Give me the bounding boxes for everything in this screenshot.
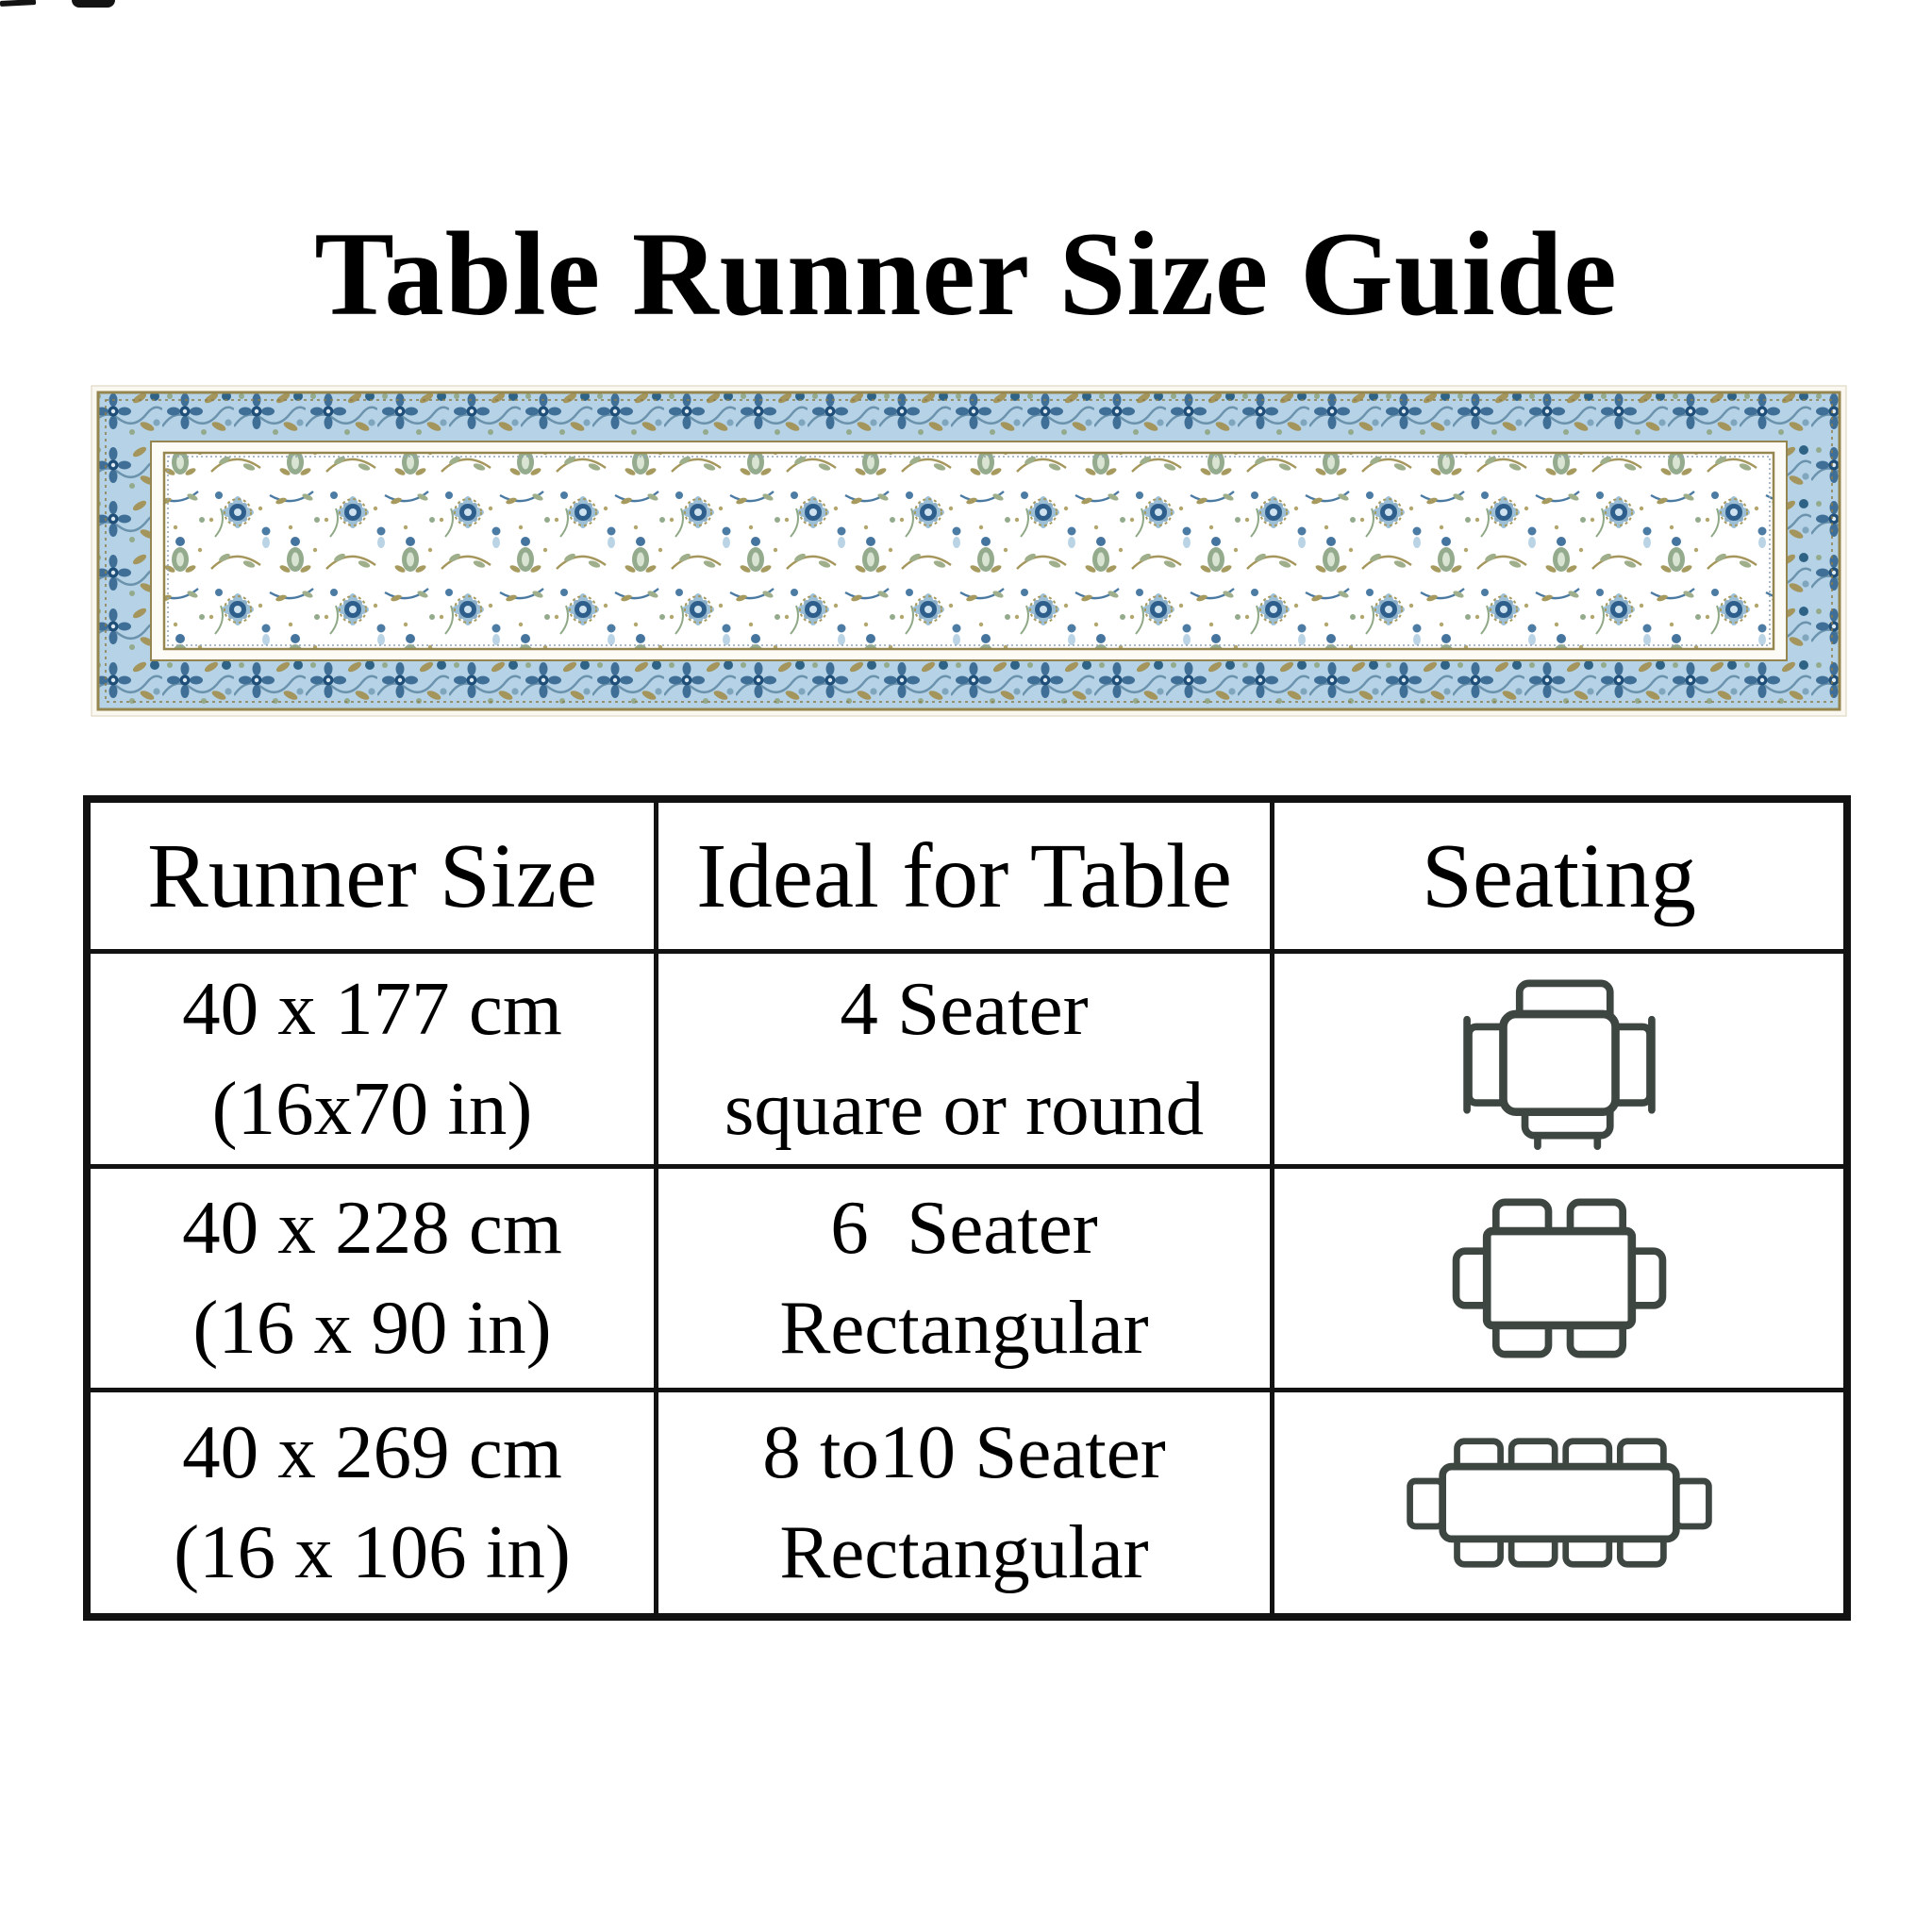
seating-cell xyxy=(1274,954,1843,1169)
header-label: Ideal for Table xyxy=(696,825,1232,926)
column-header-seating xyxy=(1274,803,1843,954)
ideal-for-cell xyxy=(658,1169,1274,1392)
runner-size-cell xyxy=(91,954,658,1169)
ideal-for-value: 6 Seater xyxy=(830,1185,1098,1271)
four-seater-table-icon xyxy=(1448,969,1671,1150)
ideal-for-shape: square or round xyxy=(724,1065,1205,1151)
ideal-for-cell xyxy=(658,1392,1274,1613)
runner-size-cell xyxy=(91,1392,658,1613)
runner-illustration xyxy=(91,385,1847,717)
runner-size-cell xyxy=(91,1169,658,1392)
table-runner-product-image xyxy=(91,385,1847,717)
ten-seater-table-icon xyxy=(1401,1430,1718,1575)
size-value-inches: (16x70 in) xyxy=(211,1065,533,1151)
size-value: 40 x 269 cm xyxy=(182,1409,562,1495)
runner-centre-field xyxy=(164,453,1774,649)
ideal-for-shape: Rectangular xyxy=(779,1285,1149,1370)
size-value-inches: (16 x 90 in) xyxy=(192,1285,552,1370)
header-label: Seating xyxy=(1422,825,1696,926)
column-header-ideal-for-table xyxy=(658,803,1274,954)
seating-cell xyxy=(1274,1392,1843,1613)
size-guide-table xyxy=(83,795,1851,1621)
size-value-inches: (16 x 106 in) xyxy=(174,1509,571,1594)
corner-artifact xyxy=(72,0,115,8)
column-header-runner-size xyxy=(91,803,658,954)
size-value: 40 x 228 cm xyxy=(182,1185,562,1271)
ideal-for-cell xyxy=(658,954,1274,1169)
ideal-for-value: 8 to10 Seater xyxy=(762,1409,1166,1495)
page-title: Table Runner Size Guide xyxy=(314,208,1618,341)
size-value: 40 x 177 cm xyxy=(182,965,562,1051)
corner-artifact xyxy=(0,0,36,7)
six-seater-table-icon xyxy=(1440,1188,1679,1369)
header-label: Runner Size xyxy=(147,825,597,926)
seating-cell xyxy=(1274,1169,1843,1392)
ideal-for-shape: Rectangular xyxy=(779,1509,1149,1594)
ideal-for-value: 4 Seater xyxy=(840,965,1089,1051)
